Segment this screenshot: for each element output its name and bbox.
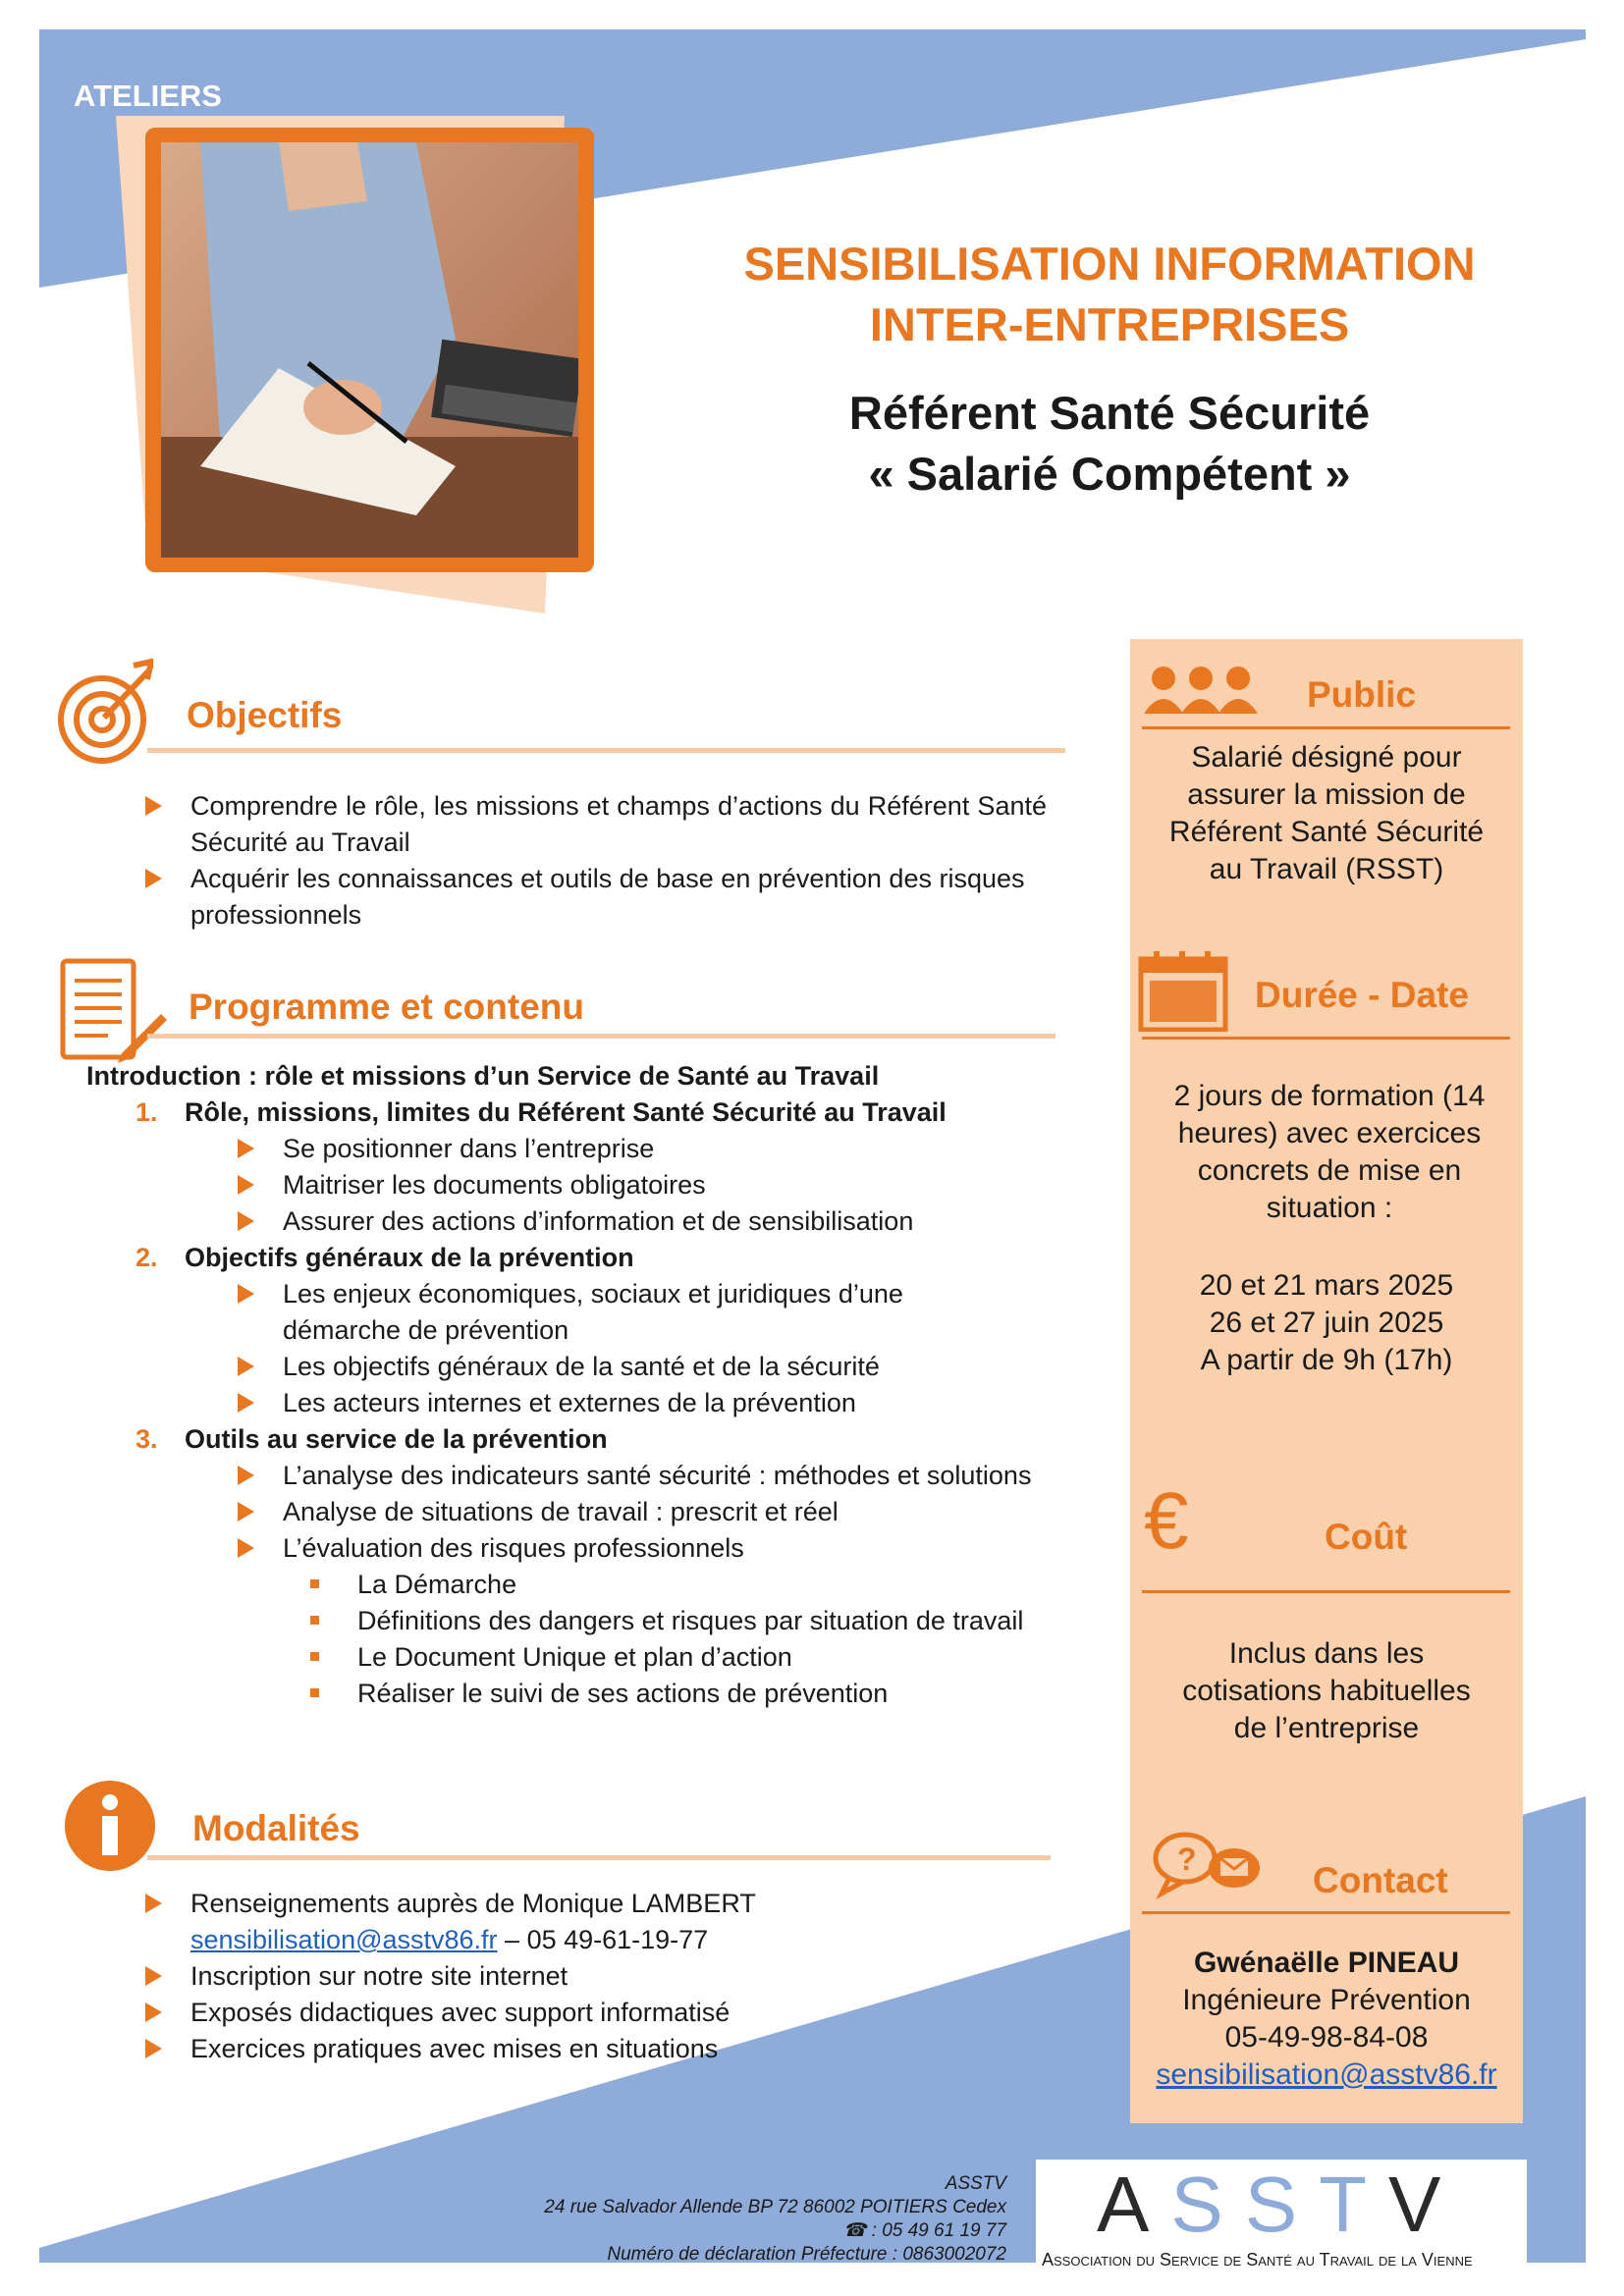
logo-tagline: Association du Service de Santé au Travail de la Vienne xyxy=(1042,2250,1473,2269)
contact-block xyxy=(1140,1945,1513,2094)
contact-name: Gwénaëlle PINEAU xyxy=(1193,1947,1460,1979)
contact-rule xyxy=(1142,1911,1510,1914)
list-item: Les objectifs généraux de la santé et de la sécurité xyxy=(238,1349,945,1385)
target-icon xyxy=(55,656,153,774)
programme-sections xyxy=(135,1095,1058,1712)
title-line-2: INTER-ENTREPRISES xyxy=(869,298,1350,350)
info-sidebar xyxy=(1130,639,1523,2123)
info-icon xyxy=(63,1779,157,1873)
subtitle-line-2: « Salarié Compétent » xyxy=(868,448,1351,500)
subtitle-line-1: Référent Santé Sécurité xyxy=(848,387,1371,439)
public-rule xyxy=(1142,726,1510,729)
list-item: L’analyse des indicateurs santé sécurité : méthodes et solutions xyxy=(238,1458,1058,1494)
duree-title: Durée - Date xyxy=(1255,975,1469,1015)
footer-phone: ☎ : 05 49 61 19 77 xyxy=(842,2220,1006,2241)
document-pencil-icon xyxy=(59,957,167,1065)
programme-title: Programme et contenu xyxy=(189,987,584,1027)
programme-intro: Introduction : rôle et missions d’un Service de Santé au Travail xyxy=(86,1061,880,1091)
header-photo xyxy=(145,128,594,572)
asstv-logo xyxy=(1036,2160,1527,2275)
duree-dates xyxy=(1155,1267,1498,1379)
euro-icon: € xyxy=(1144,1476,1189,1566)
contact-phone: 05-49-98-84-08 xyxy=(1224,2021,1429,2054)
footer-declaration: Numéro de déclaration Préfecture : 0863002072 xyxy=(607,2244,1006,2265)
subtitle xyxy=(648,383,1571,505)
objectifs-rule xyxy=(147,748,1065,753)
list-item: Renseignements auprès de Monique LAMBERT sensibilisation@asstv86.fr – 05 49-61-19-77 xyxy=(145,1886,1049,1958)
main-title xyxy=(648,234,1571,355)
list-item: Réaliser le suivi de ses actions de prévention xyxy=(310,1676,1058,1712)
duree-text: 2 jours de formation (14 heures) avec exercices concrets de mise en situation : xyxy=(1173,1080,1486,1224)
footer-address-line: 24 rue Salvador Allende BP 72 86002 POITIERS Cedex xyxy=(544,2197,1006,2217)
calendar-icon xyxy=(1138,949,1228,1032)
section-2-list xyxy=(238,1276,945,1421)
public-text: Salarié désigné pour assurer la mission de Référent Santé Sécurité au Travail (RSST) xyxy=(1168,741,1485,885)
cout-title: Coût xyxy=(1325,1517,1408,1557)
svg-text:?: ? xyxy=(1177,1842,1197,1877)
list-item: Maitriser les documents obligatoires xyxy=(238,1167,1058,1203)
contact-bubbles-icon xyxy=(1152,1829,1262,1899)
date-line: 26 et 27 juin 2025 xyxy=(1209,1307,1444,1339)
objectifs-list xyxy=(145,788,1047,934)
photo-man-writing xyxy=(161,142,578,558)
title-line-1: SENSIBILISATION INFORMATION xyxy=(743,238,1476,290)
modalites-rule xyxy=(147,1855,1051,1860)
list-item: Inscription sur notre site internet xyxy=(145,1958,1049,1995)
list-item: Assurer des actions d’information et de sensibilisation xyxy=(238,1203,1058,1240)
list-item: Les acteurs internes et externes de la prévention xyxy=(238,1385,945,1421)
list-item: Acquérir les connaissances et outils de base en prévention des risques professionnels xyxy=(145,861,1047,934)
ateliers-tag: ATELIERS xyxy=(74,79,222,113)
section-3-list xyxy=(238,1458,1058,1567)
list-item: L’évaluation des risques professionnels xyxy=(238,1530,1058,1567)
list-item: Les enjeux économiques, sociaux et juridiques d’une démarche de prévention xyxy=(238,1276,945,1349)
section-3-sublist xyxy=(310,1567,1058,1712)
list-item: Définitions des dangers et risques par situation de travail xyxy=(310,1603,1058,1639)
footer-address xyxy=(393,2172,1006,2267)
logo-text: ASSTV xyxy=(1097,2161,1463,2248)
modalites-list xyxy=(145,1886,1049,2067)
section-heading: 2. Objectifs généraux de la prévention xyxy=(135,1243,634,1272)
date-line: A partir de 9h (17h) xyxy=(1200,1344,1453,1376)
date-line: 20 et 21 mars 2025 xyxy=(1199,1269,1454,1302)
public-title: Public xyxy=(1307,674,1417,715)
contact-title: Contact xyxy=(1313,1860,1448,1900)
cout-text: Inclus dans les cotisations habituelles de l’entreprise xyxy=(1182,1637,1471,1744)
section-heading: 1. Rôle, missions, limites du Référent Santé Sécurité au Travail xyxy=(135,1097,947,1127)
list-item: Se positionner dans l’entreprise xyxy=(238,1131,1058,1167)
footer-org: ASSTV xyxy=(945,2173,1006,2194)
list-item: Exercices pratiques avec mises en situations xyxy=(145,2031,1049,2067)
list-item: Comprendre le rôle, les missions et champs d’actions du Référent Santé Sécurité au Travail xyxy=(145,788,1047,861)
duree-rule xyxy=(1142,1037,1510,1040)
section-1-list xyxy=(238,1131,1058,1240)
contact-email-link[interactable]: sensibilisation@asstv86.fr xyxy=(1156,2058,1497,2091)
modalites-email-link[interactable]: sensibilisation@asstv86.fr xyxy=(190,1925,498,1954)
cout-rule xyxy=(1142,1590,1510,1593)
modalites-title: Modalités xyxy=(192,1808,360,1848)
list-item: La Démarche xyxy=(310,1567,1058,1603)
section-heading: 3. Outils au service de la prévention xyxy=(135,1424,608,1454)
contact-role: Ingénieure Prévention xyxy=(1182,1984,1471,2016)
list-item: Analyse de situations de travail : prescrit et réel xyxy=(238,1494,1058,1530)
list-item: Le Document Unique et plan d’action xyxy=(310,1639,1058,1676)
list-item: Exposés didactiques avec support informatisé xyxy=(145,1995,1049,2031)
people-icon xyxy=(1142,663,1260,720)
programme-rule xyxy=(147,1034,1056,1039)
objectifs-title: Objectifs xyxy=(187,695,343,735)
